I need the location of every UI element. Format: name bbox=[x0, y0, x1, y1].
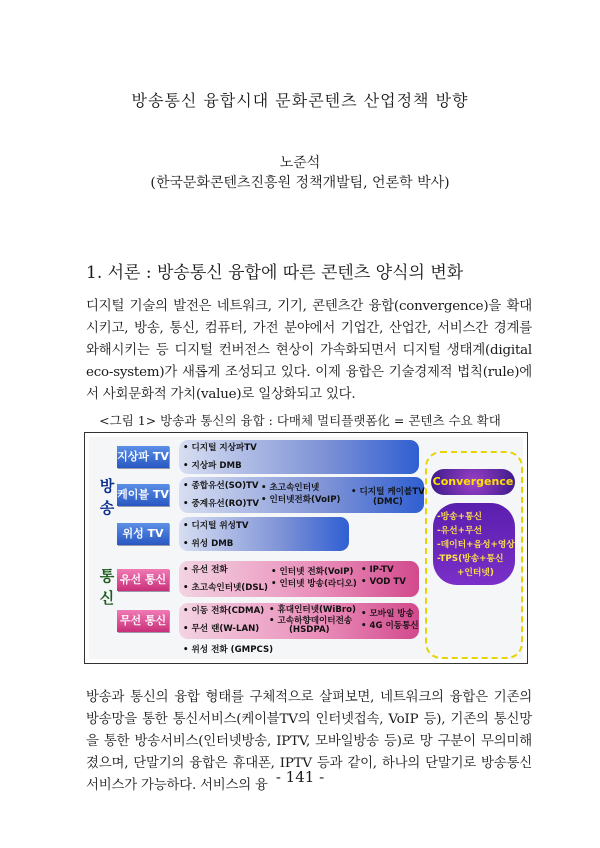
convergence-item: +인터넷) bbox=[457, 568, 494, 578]
internet-phone-voip-item: • 인터넷 전화(VoIP) bbox=[271, 567, 354, 577]
wireless-telecom-button: 무선 통신 bbox=[117, 610, 169, 632]
section-heading: 1. 서론 : 방송통신 융합에 따른 콘텐츠 양식의 변화 bbox=[86, 263, 464, 283]
digital-terrestrial-tv-item: • 디지털 지상파TV bbox=[183, 443, 257, 453]
convergence-item: -유선+무선 bbox=[437, 526, 483, 536]
convergence-figure bbox=[84, 432, 528, 664]
mobile-cdma-item: • 이동 전화(CDMA) bbox=[183, 606, 265, 616]
category-broadcast: 방송 bbox=[99, 477, 115, 517]
digital-satellite-tv-item: • 디지털 위성TV bbox=[183, 521, 249, 531]
convergence-item: -TPS(방송+통신 bbox=[437, 554, 504, 564]
author-name: 노준석 bbox=[279, 155, 321, 171]
category-telecom: 통신 bbox=[99, 567, 115, 607]
internet-phone-item: • 인터넷전화(VoIP) bbox=[261, 495, 341, 505]
so-tv-item: • 종합유선(SO)TV bbox=[183, 481, 259, 491]
cable-tv-button: 케이블 TV bbox=[117, 484, 169, 506]
wired-telecom-button: 유선 통신 bbox=[117, 569, 169, 591]
author-affiliation: (한국문화콘텐츠진흥원 정책개발팀, 언론학 박사) bbox=[150, 175, 450, 191]
hsdpa-label-item: (HSDPA) bbox=[289, 625, 330, 635]
internet-broadcast-item: • 인터넷 방송(라디오) bbox=[271, 579, 357, 589]
high-speed-internet-item: • 초고속인터넷 bbox=[261, 483, 320, 493]
wireless-lan-item: • 무선 랜(W-LAN) bbox=[183, 624, 260, 634]
ro-tv-item: • 중계유선(RO)TV bbox=[183, 499, 259, 509]
vod-tv-item: • VOD TV bbox=[361, 577, 406, 587]
satellite-dmb-item: • 위성 DMB bbox=[183, 539, 234, 549]
wibro-item: • 휴대인터넷(WiBro) bbox=[269, 605, 356, 615]
dsl-internet-item: • 초고속인터넷(DSL) bbox=[183, 583, 268, 593]
terrestrial-dmb-item: • 지상파 DMB bbox=[183, 461, 242, 471]
convergence-title: Convergence bbox=[431, 469, 515, 495]
dmc-item: (DMC) bbox=[373, 497, 403, 507]
wired-phone-item: • 유선 전화 bbox=[183, 565, 228, 575]
satellite-tv-button: 위성 TV bbox=[117, 523, 169, 545]
figure-caption: <그림 1> 방송과 통신의 융합 : 다매체 멀티플랫폼化 = 콘텐츠 수요 확대 bbox=[99, 413, 501, 428]
intro-paragraph: 디지털 기술의 발전은 네트워크, 기기, 콘텐츠간 융합(convergence)을 확대시키고, 방송, 통신, 컴퓨터, 가전 분야에서 기업간, 산업간, 서비스간 경계를 와해시키는 등 디지털 컨버전스 현상이 가속화되면서 디지털 생태계(digital eco-system)가 새롭게 조성되고 있다. 이제 융합은 기술경제적 법칙(rule)에서 사회문화적 가치(value)로 일상화되고 있다. bbox=[86, 299, 532, 402]
terrestrial-tv-button: 지상파 TV bbox=[117, 446, 169, 468]
digital-cable-tv-item: • 디지털 케이블TV bbox=[351, 487, 425, 497]
document-title: 방송통신 융합시대 문화콘텐츠 산업정책 방향 bbox=[131, 91, 469, 110]
convergence-item: -데이터+음성+영상 bbox=[437, 540, 515, 550]
mobile-broadcast-item: • 모바일 방송 bbox=[361, 609, 414, 619]
hsdpa-item: • 고속하향데이터전송 bbox=[269, 616, 353, 626]
body-paragraph: 방송과 통신의 융합 형태를 구체적으로 살펴보면, 네트워크의 융합은 기존의 방송망을 통한 통신서비스(케이블TV의 인터넷접속, VoIP 등), 기존의 통신망을 통한 방송서비스(인터넷방송, IPTV, 모바일방송 등)로 망 구분이 무의미해 졌으며, 단말기의 융합은 휴대폰, IPTV 등과 같이, 하나의 단말기로 방송통신 서비스가 가능하다. 서비스의 융 bbox=[86, 690, 532, 793]
convergence-item: -방송+통신 bbox=[437, 512, 483, 522]
4g-mobile-item: • 4G 이동통신 bbox=[361, 621, 419, 631]
iptv-item: • IP-TV bbox=[361, 565, 394, 575]
figure-canvas bbox=[89, 437, 523, 659]
page-number: - 141 - bbox=[275, 768, 325, 786]
satellite-gmpcs-item: • 위성 전화 (GMPCS) bbox=[183, 645, 274, 655]
